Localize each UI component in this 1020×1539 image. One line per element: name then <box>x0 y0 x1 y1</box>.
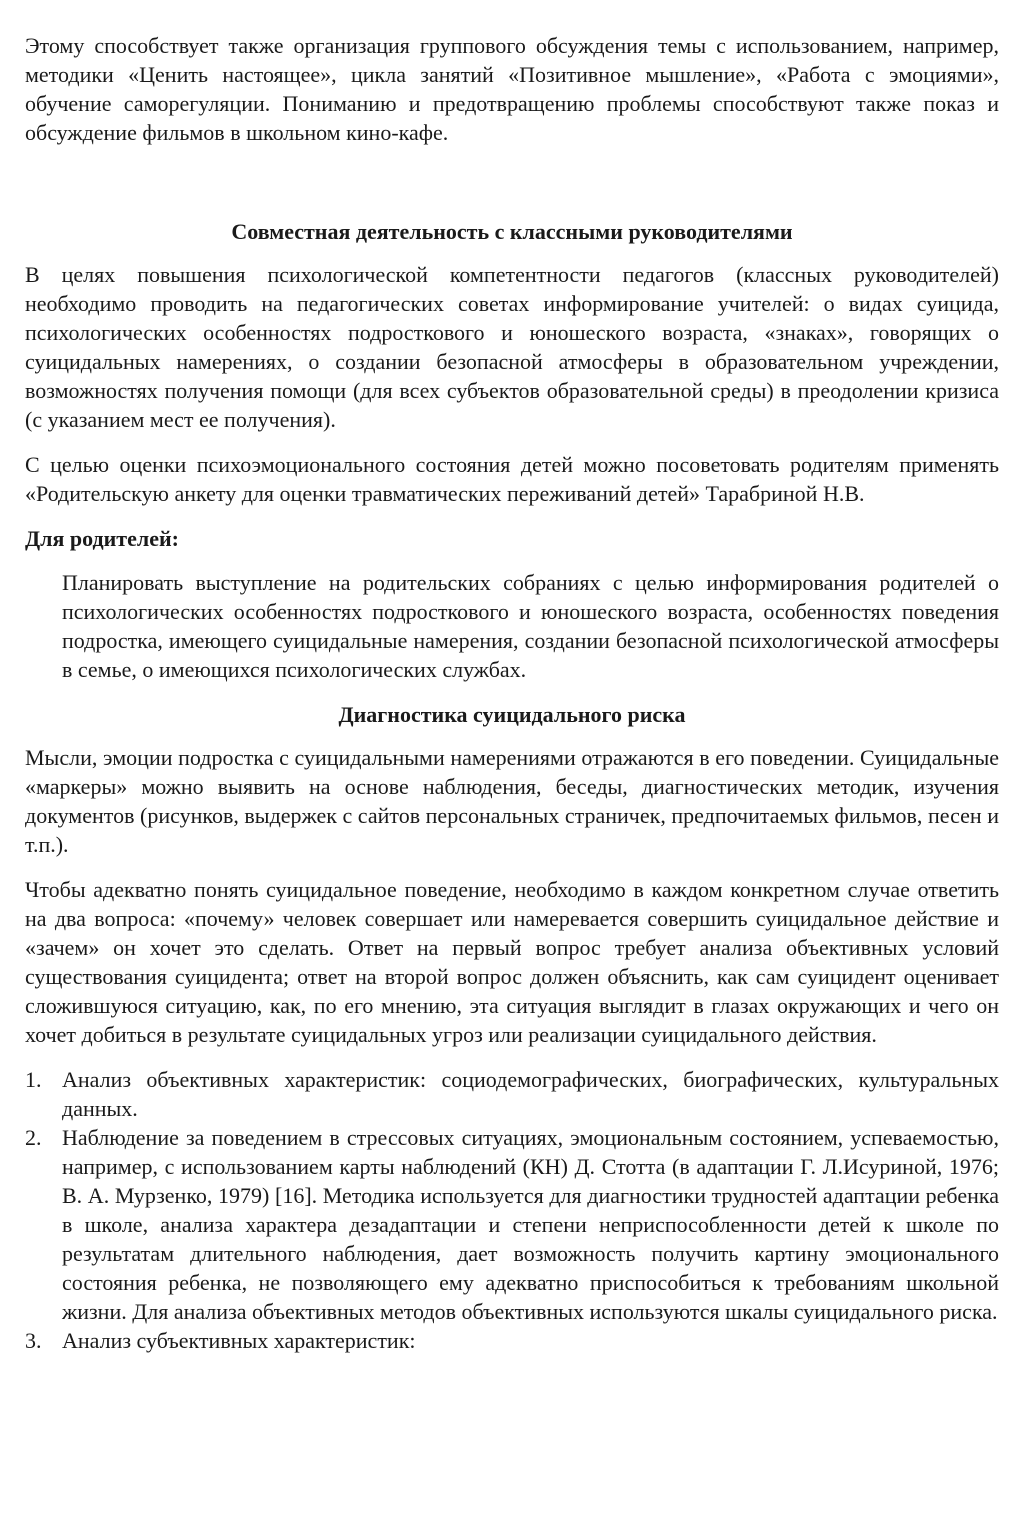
list-item-text: Наблюдение за поведением в стрессовых ситуациях, эмоциональным состоянием, успеваемостью, например, с использованием карты наблюдений (КН) Д. Стотта (в адаптации Г. Л.Исуриной, 1976; В. А. Мурзенко, 1979) [16]. Методика используется для диагностики трудностей адаптации ребенка в школе, анализа характера дезадаптации и степени неприспособленности детей к школе по результатам длительного наблюдения, дает возможность получить картину эмоционального состояния ребенка, не позволяющего ему адекватно приспособиться к требованиям школьной жизни. Для анализа объективных методов объективных используются шкалы суицидального риска. <box>62 1125 999 1324</box>
diagnostics-paragraph-1: Мысли, эмоции подростка с суицидальными намерениями отражаются в его поведении. Суицидальные «маркеры» можно выявить на основе наблюдения, беседы, диагностических методик, изучения документов (рисунков, выдержек с сайтов персональных страничек, предпочитаемых фильмов, песен и т.п.). <box>25 745 999 857</box>
parents-paragraph: Планировать выступление на родительских собраниях с целью информирования родителей о психологических особенностях подросткового и юношеского возраста, особенностях поведения подростка, имеющего суицидальные намерения, создании безопасной психологической атмосферы в семье, о имеющихся психологических службах. <box>62 570 999 682</box>
document-page <box>25 31 999 1355</box>
list-item-text: Анализ субъективных характеристик: <box>62 1328 416 1353</box>
teachers-paragraph-2: С целью оценки психоэмоционального состояния детей можно посоветовать родителям применять «Родительскую анкету для оценки травматических переживаний детей» Тарабриной Н.В. <box>25 452 999 506</box>
list-item-number: 2. <box>25 1125 42 1150</box>
list-item <box>25 1123 999 1326</box>
section-heading-diagnostics: Диагностика суицидального риска <box>338 702 686 727</box>
section-heading-teachers: Совместная деятельность с классными руководителями <box>231 219 793 244</box>
intro-paragraph: Этому способствует также организация группового обсуждения темы с использованием, например, методики «Ценить настоящее», цикла занятий «Позитивное мышление», «Работа с эмоциями», обучение саморегуляции. Пониманию и предотвращению проблемы способствуют также показ и обсуждение фильмов в школьном кино-кафе. <box>25 33 999 145</box>
list-item <box>25 1065 999 1123</box>
list-item-number: 1. <box>25 1067 42 1092</box>
list-item <box>25 1326 999 1355</box>
teachers-paragraph-1: В целях повышения психологической компетентности педагогов (классных руководителей) необходимо проводить на педагогических советах информирование учителей: о видах суицида, психологических особенностях подросткового и юношеского возраста, «знаках», говорящих о суицидальных намерениях, о создании безопасной атмосферы в образовательном учреждении, возможностях получения помощи (для всех субъектов образовательной среды) в преодолении кризиса (с указанием мест ее получения). <box>25 262 999 432</box>
list-item-text: Анализ объективных характеристик: социодемографических, биографических, культуральных данных. <box>62 1067 999 1121</box>
diagnostics-paragraph-2: Чтобы адекватно понять суицидальное поведение, необходимо в каждом конкретном случае ответить на два вопроса: «почему» человек совершает или намеревается совершить суицидальное действие и «зачем» он хочет это сделать. Ответ на первый вопрос требует анализа объективных условий существования суицидента; ответ на второй вопрос должен объяснить, как сам суицидент оценивает сложившуюся ситуацию, как, по его мнению, эта ситуация выглядит в глазах окружающих и чего он хочет добиться в результате суицидальных угроз или реализации суицидального действия. <box>25 877 999 1047</box>
diagnostics-list <box>25 1065 999 1355</box>
list-item-number: 3. <box>25 1328 42 1353</box>
parents-subheading: Для родителей: <box>25 526 179 551</box>
